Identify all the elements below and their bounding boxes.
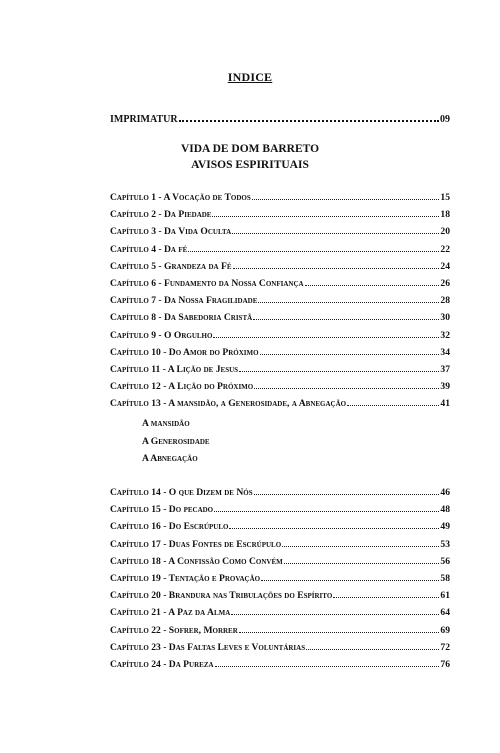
toc-row xyxy=(110,225,450,239)
toc-page-number: 32 xyxy=(440,329,450,341)
dot-leader xyxy=(212,208,439,217)
dot-leader xyxy=(231,606,439,615)
dot-leader xyxy=(253,311,439,320)
dot-leader xyxy=(232,225,439,234)
toc-row xyxy=(110,555,450,569)
toc-label: Capítulo 5 - Grandeza da Fé xyxy=(110,260,232,272)
toc-row xyxy=(110,346,450,360)
toc-page-number: 76 xyxy=(440,659,450,670)
toc-page-number: 41 xyxy=(440,398,450,410)
section-heading-1: VIDA DE DOM BARRETO xyxy=(180,143,320,155)
toc-row xyxy=(110,486,450,500)
toc-row xyxy=(110,397,450,411)
toc-label: Capítulo 10 - Do Amor do Próximo xyxy=(110,346,259,358)
toc-label: Capítulo 11 - A Lição de Jesus xyxy=(110,364,239,375)
toc-row xyxy=(110,311,450,325)
toc-label: Capítulo 1 - A Vocação de Todos xyxy=(110,192,251,203)
toc-page-number: 64 xyxy=(440,607,450,619)
toc-label: Capítulo 4 - Da fé xyxy=(110,243,188,255)
dot-leader xyxy=(239,363,439,372)
toc-page-number: 09 xyxy=(440,114,450,125)
toc-label: Capítulo 13 - A mansidão, a Generosidade, a Abnegação xyxy=(110,398,347,410)
toc-row xyxy=(110,538,450,552)
dot-leader xyxy=(306,641,439,650)
toc-label: Capítulo 7 - Da Nossa Fragilidade xyxy=(110,295,258,307)
toc-row xyxy=(110,208,450,222)
toc-page-number: 49 xyxy=(440,521,450,533)
toc-label: Capítulo 20 - Brandura nas Tribulações do Espírito xyxy=(110,590,333,602)
toc-label: Capítulo 2 - Da Piedade xyxy=(110,209,212,221)
toc-page-number: 22 xyxy=(440,243,450,255)
toc-page-number: 20 xyxy=(440,226,450,238)
toc-page-number: 48 xyxy=(440,504,450,516)
toc-row xyxy=(110,277,450,291)
toc-label: Capítulo 6 - Fundamento da Nossa Confiança xyxy=(110,278,304,289)
dot-leader xyxy=(284,555,440,564)
subitem: A mansidão xyxy=(142,418,190,429)
toc-row-imprimatur xyxy=(110,112,450,126)
toc-page-number: 56 xyxy=(440,555,450,567)
toc-label: Capítulo 3 - Da Vida Oculta xyxy=(110,226,232,238)
dot-leader xyxy=(260,346,440,355)
dot-leader xyxy=(179,112,439,122)
toc-label: Capítulo 8 - Da Sabedoria Cristã xyxy=(110,312,253,324)
toc-row xyxy=(110,294,450,308)
toc-label: Capítulo 18 - A Confissão Como Convém xyxy=(110,555,283,567)
dot-leader xyxy=(254,380,439,389)
toc-page-number: 39 xyxy=(440,381,450,393)
toc-page-number: 26 xyxy=(440,278,450,289)
dot-leader xyxy=(239,624,440,633)
dot-leader xyxy=(282,538,439,547)
toc-label: Capítulo 16 - Do Escrúpulo xyxy=(110,521,229,533)
dot-leader xyxy=(254,486,440,495)
toc-row xyxy=(110,606,450,620)
dot-leader xyxy=(229,520,439,529)
toc-page-number: 46 xyxy=(440,487,450,498)
dot-leader xyxy=(213,329,439,338)
toc-page-number: 15 xyxy=(440,192,450,203)
subitem: A Abnegação xyxy=(142,453,198,464)
toc-page-number: 72 xyxy=(440,641,450,653)
toc-page-number: 28 xyxy=(440,295,450,307)
toc-label: Capítulo 22 - Sofrer, Morrer xyxy=(110,624,238,636)
toc-row xyxy=(110,641,450,655)
toc-page-number: 18 xyxy=(440,209,450,221)
toc-row xyxy=(110,329,450,343)
toc-row xyxy=(110,191,450,205)
toc-row xyxy=(110,260,450,274)
toc-label: Capítulo 9 - O Orgulho xyxy=(110,329,213,341)
toc-label: Capítulo 21 - A Paz da Alma xyxy=(110,607,231,619)
toc-label: Capítulo 19 - Tentação e Provação xyxy=(110,573,261,584)
dot-leader xyxy=(233,260,440,269)
toc-row xyxy=(110,520,450,534)
toc-label: Capítulo 17 - Duas Fontes de Escrúpulo xyxy=(110,538,282,550)
toc-page-number: 53 xyxy=(440,538,450,550)
dot-leader xyxy=(252,191,440,200)
dot-leader xyxy=(261,572,439,581)
dot-leader xyxy=(333,589,439,598)
toc-page-number: 61 xyxy=(440,590,450,602)
dot-leader xyxy=(305,277,440,286)
dot-leader xyxy=(347,397,439,406)
dot-leader xyxy=(188,243,439,252)
toc-label: IMPRIMATUR xyxy=(110,114,178,125)
toc-row xyxy=(110,624,450,638)
toc-page-number: 58 xyxy=(440,573,450,584)
toc-label: Capítulo 23 - Das Faltas Leves e Voluntárias xyxy=(110,641,306,653)
toc-row xyxy=(110,503,450,517)
dot-leader xyxy=(214,503,439,512)
dot-leader xyxy=(215,658,440,667)
dot-leader xyxy=(258,294,439,303)
toc-row xyxy=(110,243,450,257)
toc-page-number: 30 xyxy=(440,312,450,324)
toc-row xyxy=(110,572,450,586)
toc-page-number: 34 xyxy=(440,346,450,358)
toc-row xyxy=(110,658,450,672)
toc-page-number: 24 xyxy=(440,260,450,272)
toc-row xyxy=(110,380,450,394)
toc-page-number: 69 xyxy=(440,624,450,636)
toc-label: Capítulo 14 - O que Dizem de Nós xyxy=(110,487,253,498)
toc-page-number: 37 xyxy=(440,364,450,375)
toc-row xyxy=(110,589,450,603)
subitem: A Generosidade xyxy=(142,435,210,447)
toc-label: Capítulo 24 - Da Pureza xyxy=(110,659,214,670)
toc-label: Capítulo 15 - Do pecado xyxy=(110,504,214,516)
page-title: INDICE xyxy=(227,70,273,84)
section-heading-2: AVISOS ESPIRITUAIS xyxy=(191,159,309,171)
toc-row xyxy=(110,363,450,377)
toc-label: Capítulo 12 - A Lição do Próximo xyxy=(110,381,254,393)
